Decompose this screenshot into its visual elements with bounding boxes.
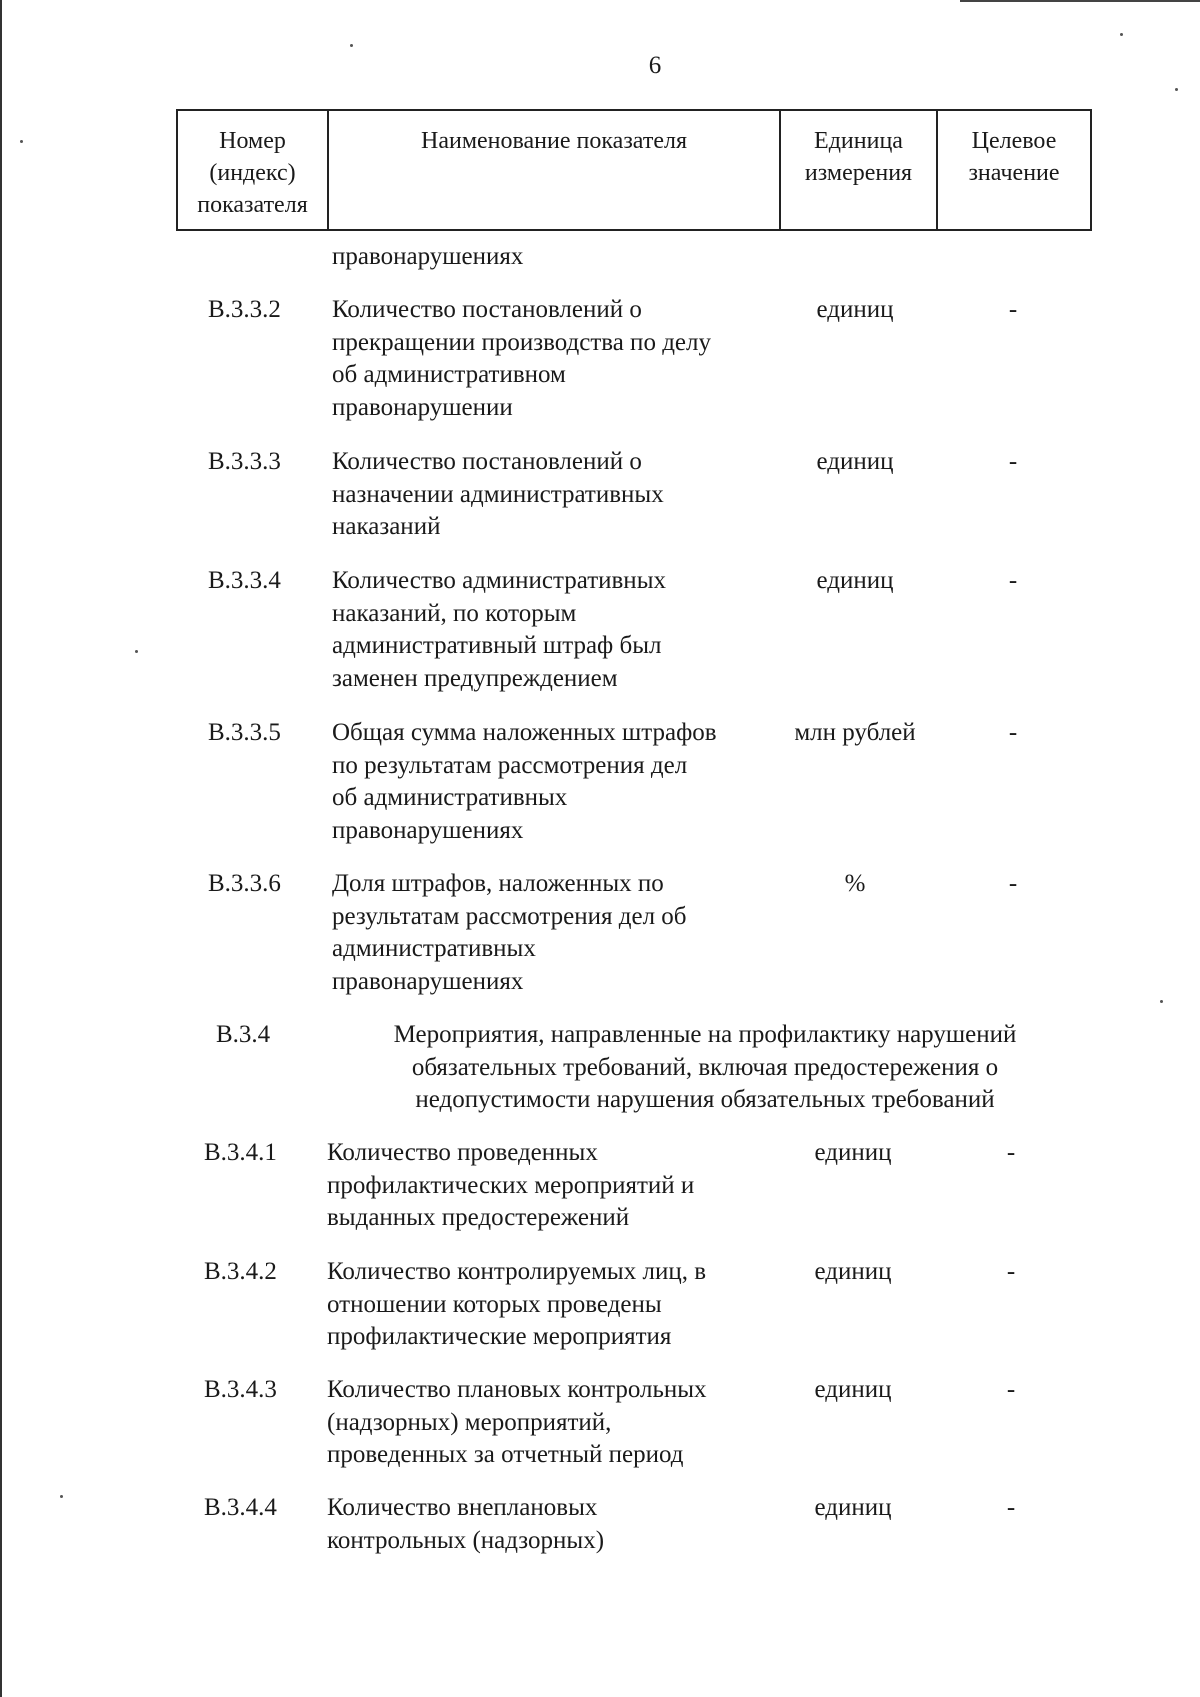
- row-name: Количество проведенных профилактических мероприятий и выданных предостережений: [327, 1139, 695, 1231]
- row-unit: %: [844, 870, 866, 897]
- row-name: Количество внеплановых контрольных (надзорных): [327, 1494, 605, 1554]
- scan-speck: [1160, 1000, 1163, 1003]
- scan-left-edge: [0, 0, 2, 1697]
- row-target: -: [1006, 1376, 1016, 1403]
- section-code: В.3.4: [216, 1021, 271, 1048]
- header-index: Номер (индекс) показателя: [178, 111, 329, 229]
- row-unit: единиц: [814, 1258, 892, 1285]
- row-target: -: [1006, 1494, 1016, 1521]
- row-code: В.3.4.4: [204, 1494, 277, 1521]
- header-name: Наименование показателя: [329, 111, 781, 229]
- row-target: -: [1006, 1139, 1016, 1166]
- page-number: 6: [648, 52, 662, 79]
- row-name: Количество постановлений о прекращении производства по делу об административном правонарушении: [332, 296, 711, 421]
- row-code: В.3.3.4: [208, 567, 281, 594]
- row-name: Количество постановлений о назначении административных наказаний: [332, 448, 664, 540]
- row-target: -: [1008, 296, 1018, 323]
- row-unit: единиц: [814, 1376, 892, 1403]
- row-unit: единиц: [816, 567, 894, 594]
- scan-speck: [60, 1495, 63, 1498]
- row-name: Количество контролируемых лиц, в отношении которых проведены профилактические мероприятия: [327, 1258, 707, 1350]
- row-code: В.3.4.3: [204, 1376, 277, 1403]
- row-name: Доля штрафов, наложенных по результатам рассмотрения дел об административных правонарушениях: [332, 870, 687, 995]
- row-target: -: [1006, 1258, 1016, 1285]
- scan-speck: [350, 44, 353, 47]
- scan-speck: [1175, 88, 1178, 91]
- row-unit: единиц: [816, 448, 894, 475]
- row-unit: единиц: [814, 1494, 892, 1521]
- row-code: В.3.3.5: [208, 719, 281, 746]
- row-target: -: [1008, 870, 1018, 897]
- row-unit: млн рублей: [794, 719, 916, 746]
- row-unit: единиц: [814, 1139, 892, 1166]
- section-title: Мероприятия, направленные на профилактику нарушений обязательных требований, включая предостережения о недопустимости нарушения обязательных требований: [393, 1021, 1017, 1113]
- row-name: Количество плановых контрольных (надзорных) мероприятий, проведенных за отчетный период: [327, 1376, 707, 1468]
- row-name: Общая сумма наложенных штрафов по результатам рассмотрения дел об административных правонарушениях: [332, 719, 717, 844]
- row-code: В.3.4.2: [204, 1258, 277, 1285]
- row-code: В.3.3.3: [208, 448, 281, 475]
- row-code: В.3.3.6: [208, 870, 281, 897]
- row-code: В.3.4.1: [204, 1139, 277, 1166]
- row-target: -: [1008, 719, 1018, 746]
- table-header: [176, 109, 1092, 231]
- row-unit: единиц: [816, 296, 894, 323]
- row-code: В.3.3.2: [208, 296, 281, 323]
- scan-speck: [135, 650, 138, 653]
- scan-speck: [1120, 33, 1123, 36]
- scan-speck: [20, 140, 23, 143]
- header-unit: Единица измерения: [781, 111, 938, 229]
- row-target: -: [1008, 567, 1018, 594]
- header-target: Целевое значение: [968, 128, 1060, 186]
- row-target: -: [1008, 448, 1018, 475]
- scan-top-edge: [960, 0, 1200, 2]
- row-name: Количество административных наказаний, по которым административный штраф был заменен предупреждением: [332, 567, 666, 692]
- continuation-text: правонарушениях: [332, 243, 524, 270]
